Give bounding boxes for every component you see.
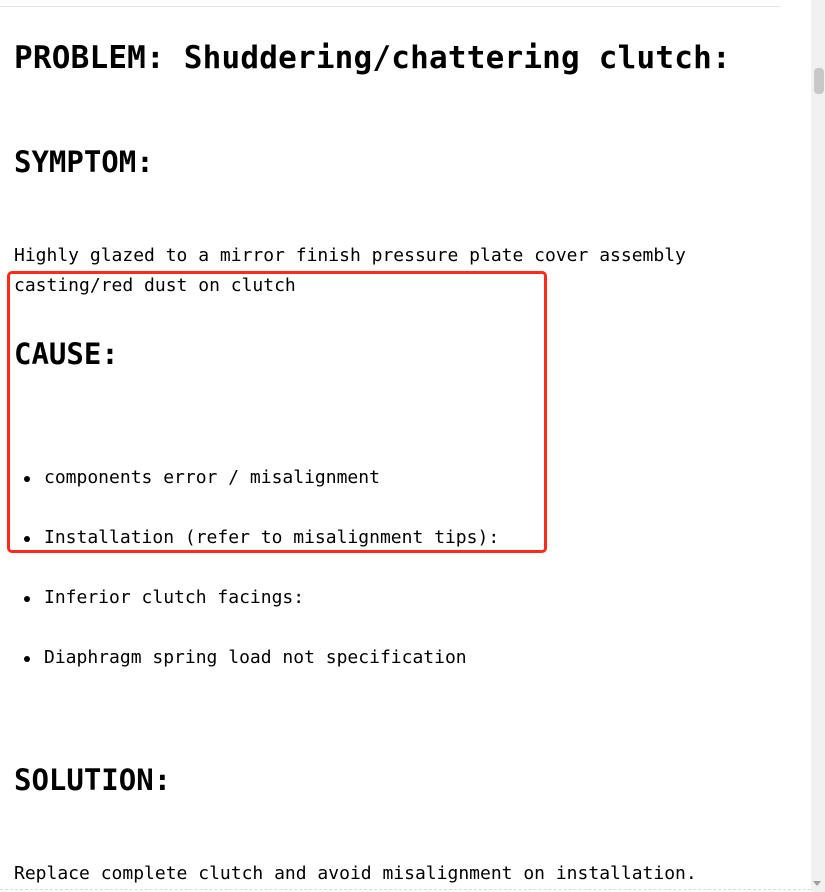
- scroll-down-arrow-icon[interactable]: [813, 881, 821, 886]
- vertical-scrollbar[interactable]: [811, 0, 825, 892]
- cause-item-label: Diaphragm spring load not specification: [44, 647, 467, 668]
- symptom-text-line-2: casting/red dust on clutch: [14, 275, 296, 296]
- bullet-icon: [24, 596, 30, 602]
- highlight-box: [7, 271, 547, 553]
- bullet-icon: [24, 656, 30, 662]
- problem-heading: PROBLEM: Shuddering/chattering clutch:: [14, 40, 731, 76]
- solution-text: Replace complete clutch and avoid misalignment on installation.: [14, 863, 697, 884]
- bottom-divider: [0, 889, 811, 890]
- cause-item-label: Installation (refer to misalignment tips):: [44, 527, 500, 548]
- cause-item-label: Inferior clutch facings:: [44, 587, 305, 608]
- symptom-heading: SYMPTOM:: [14, 145, 154, 179]
- top-divider: [0, 6, 780, 7]
- cause-heading: CAUSE:: [14, 337, 119, 371]
- cause-item-label: components error / misalignment: [44, 467, 380, 488]
- solution-heading: SOLUTION:: [14, 763, 172, 797]
- scrollbar-thumb[interactable]: [814, 68, 824, 94]
- symptom-text-line-1: Highly glazed to a mirror finish pressure plate cover assembly: [14, 245, 686, 266]
